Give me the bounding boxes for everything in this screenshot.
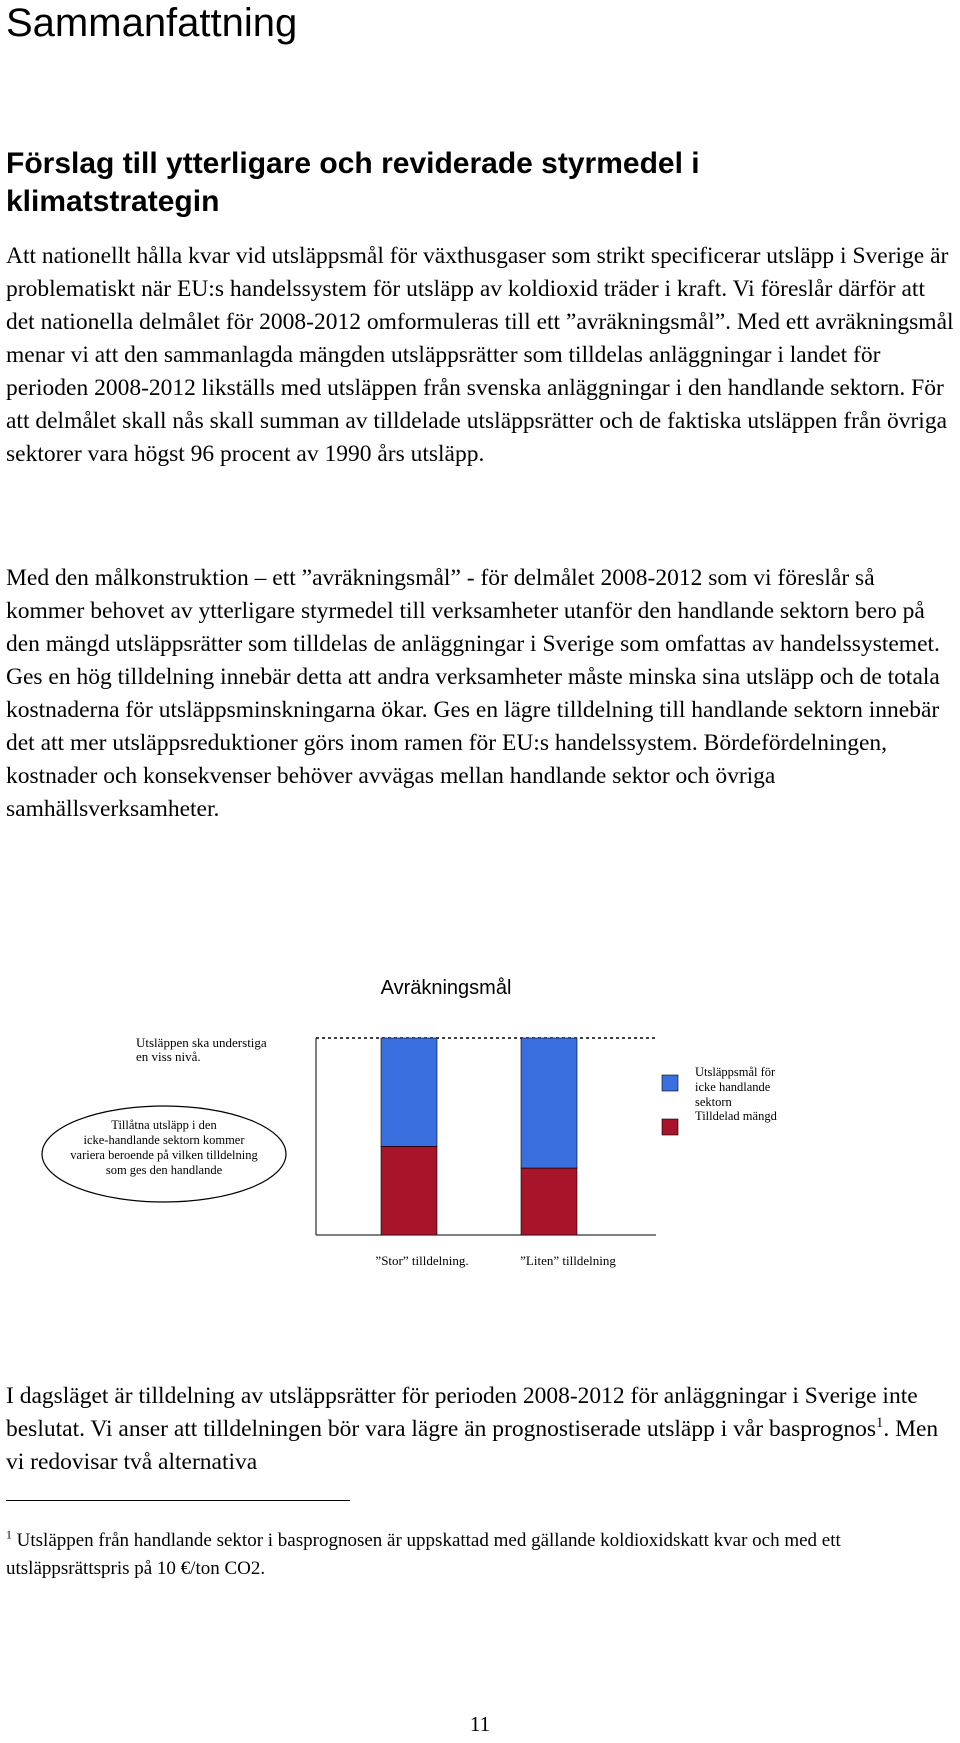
footnote-ref[interactable]: 1 — [876, 1415, 884, 1432]
legend-label: icke handlande — [695, 1080, 771, 1094]
page-title: Sammanfattning — [6, 1, 298, 45]
x-tick-label: ”Stor” tilldelning. — [375, 1253, 469, 1268]
paragraph-1: Att nationellt hålla kvar vid utsläppsmål för växthusgaser som strikt specificerar utsläpp i Sverige är problematiskt när EU:s handelssystem för utsläpp av koldioxid träder i kraft. Vi föreslår därför att det nationella delmålet för 2008-2012 omformuleras till ett ”avräkningsmål”. Med ett avräkningsmål menar vi att den sammanlagda mängden utsläppsrätter som tilldelas anläggningar i landet för perioden 2008-2012 likställs med utsläppen från svenska anläggningar i den handlande sektorn. För att delmålet skall nås skall summan av tilldelade utsläppsrätter och de faktiska utsläppen från övriga sektorer vara högst 96 procent av 1990 års utsläpp. — [6, 243, 954, 467]
ellipse-note-line: icke-handlande sektorn kommer — [83, 1133, 245, 1147]
paragraph-3-text: I dagsläget är tilldelning av utsläppsrätter för perioden 2008-2012 för anläggningar i Sverige inte beslutat. Vi anser att tilldelningen bör vara lägre än prognostiserade utsläpp i vår basprognos — [6, 1383, 918, 1442]
cap-line-label-line-1: Utsläppen ska understiga — [136, 1035, 267, 1050]
footnote — [6, 1527, 954, 1583]
paragraph-2: Med den målkonstruktion – ett ”avräkningsmål” - för delmålet 2008-2012 som vi föreslår så kommer behovet av ytterligare styrmedel till verksamheter utanför den handlande sektorn bero på den mängd utsläppsrätter som tilldelas de anläggningar i Sverige som omfattas av handelssystemet. Ges en hög tilldelning innebär detta att andra verksamheter måste minska sina utsläpp och de totala kostnaderna för utsläppsminskningarna ökar. Ges en lägre tilldelning till handlande sektorn innebär det att mer utsläppsreduktioner görs inom ramen för EU:s handelssystem. Bördefördelningen, kostnader och konsekvenser behöver avvägas mellan handlande sektor och övriga samhällsverksamheter. — [6, 565, 940, 822]
legend-label: Utsläppsmål för — [695, 1065, 776, 1079]
paragraph-3-tail: . Men vi redovisar två alternativa — [6, 1416, 939, 1475]
legend — [662, 1065, 778, 1135]
ellipse-note-line: variera beroende på vilken tilldelning — [70, 1148, 258, 1162]
ellipse-note-line: Tillåtna utsläpp i den — [111, 1118, 217, 1132]
legend-label: Tilldelad mängd — [695, 1109, 777, 1123]
footnote-separator — [6, 1500, 350, 1501]
bar-segment — [521, 1168, 577, 1235]
ellipse-note-line: som ges den handlande — [105, 1163, 223, 1177]
footnote-number: 1 — [6, 1528, 12, 1542]
legend-swatch — [662, 1075, 678, 1091]
bar-segment — [381, 1146, 437, 1235]
footnote-text: Utsläppen från handlande sektor i basprognosen är uppskattad med gällande koldioxidskatt kvar och med ett utsläppsrättspris på 10 €/ton CO2. — [6, 1530, 841, 1579]
cap-line-label-line-2: en viss nivå. — [136, 1049, 201, 1064]
bar-segment — [521, 1038, 577, 1168]
legend-label: sektorn — [695, 1095, 732, 1109]
legend-swatch — [662, 1119, 678, 1135]
page-number: 11 — [469, 1712, 491, 1736]
paragraph-3 — [6, 1380, 954, 1479]
bar-segment — [381, 1038, 437, 1146]
avrakningsmal-chart — [0, 960, 960, 1290]
chart-title: Avräkningsmål — [380, 977, 512, 999]
ellipse-note — [70, 1118, 258, 1177]
x-tick-label: ”Liten” tilldelning — [520, 1253, 616, 1268]
x-tick-labels — [375, 1253, 616, 1268]
section-heading: Förslag till ytterligare och reviderade styrmedel i klimatstrategin — [6, 147, 700, 218]
bars-group — [381, 1038, 577, 1235]
